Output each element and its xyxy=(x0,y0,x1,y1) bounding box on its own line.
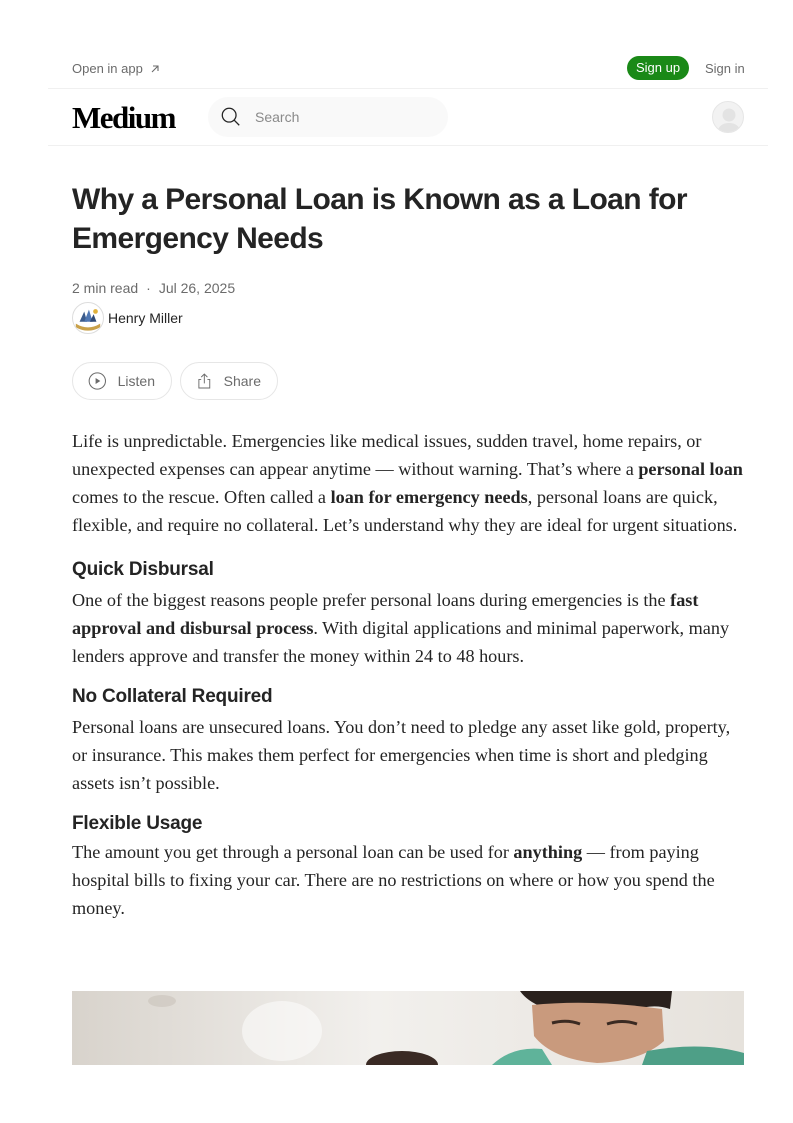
user-avatar[interactable] xyxy=(712,101,744,133)
meta-separator: · xyxy=(146,280,151,296)
author-info xyxy=(72,302,183,334)
read-time: 2 min read xyxy=(72,280,139,296)
listen-button[interactable] xyxy=(72,362,172,400)
open-in-app-link[interactable] xyxy=(72,61,161,76)
sign-up-button[interactable]: Sign up xyxy=(627,56,689,80)
section-paragraph-quick-disbursal: One of the biggest reasons people prefer personal loans during emergencies is the fast approval and disbursal process. With digital applications and minimal paperwork, many lenders approve and transfer the money within 24 to 48 hours. xyxy=(72,590,730,666)
search-icon xyxy=(220,106,242,128)
default-avatar-icon xyxy=(713,102,744,133)
share-label: Share xyxy=(223,373,261,389)
section-heading-quick-disbursal: Quick Disbursal xyxy=(72,559,214,580)
top-bar xyxy=(48,50,768,89)
bold-loan-emergency: loan for emergency needs xyxy=(330,487,528,507)
listen-label: Listen xyxy=(117,373,155,389)
sign-in-link[interactable]: Sign in xyxy=(705,61,745,76)
article-photo xyxy=(72,991,744,1065)
bold-personal-loan: personal loan xyxy=(638,459,743,479)
section-paragraph-no-collateral: Personal loans are unsecured loans. You don’t need to pledge any asset like gold, property, or insurance. This makes them perfect for emergencies when time is short and pledging assets isn’t possible. xyxy=(72,717,731,793)
section-paragraph-flexible-usage: The amount you get through a personal loan can be used for anything — from paying hospital bills to fixing your car. There are no restrictions on where or how you spend the money. xyxy=(72,842,715,918)
author-avatar[interactable] xyxy=(72,302,104,334)
publish-date: Jul 26, 2025 xyxy=(158,280,236,296)
search-input[interactable] xyxy=(255,109,425,125)
author-logo-icon xyxy=(73,303,103,333)
external-arrow-icon xyxy=(149,63,161,75)
section-heading-no-collateral: No Collateral Required xyxy=(72,686,273,707)
article-meta xyxy=(72,280,235,296)
share-button[interactable] xyxy=(180,362,278,400)
share-icon xyxy=(195,370,214,392)
article-title: Why a Personal Loan is Known as a Loan for Emergency Needs xyxy=(72,183,687,255)
medium-logo[interactable]: Medium xyxy=(72,100,175,135)
bold-fast-approval: fast approval and disbursal process xyxy=(72,590,699,638)
intro-paragraph: Life is unpredictable. Emergencies like medical issues, sudden travel, home repairs, or unexpected expenses can appear anytime — without warning. That’s where a personal loan comes to the rescue. Often called a loan for emergency needs, personal loans are quick, flexible, and require no collateral. Let’s understand why they are ideal for urgent situations. xyxy=(72,431,743,535)
search-box[interactable] xyxy=(208,97,448,137)
article-image xyxy=(72,991,744,1065)
open-in-app-label: Open in app xyxy=(72,61,143,76)
author-name[interactable]: Henry Miller xyxy=(108,310,183,326)
article-body xyxy=(72,427,747,922)
play-icon xyxy=(87,370,108,392)
nav-bar xyxy=(48,89,768,146)
section-heading-flexible-usage: Flexible Usage xyxy=(72,813,203,834)
bold-anything: anything xyxy=(513,842,583,862)
